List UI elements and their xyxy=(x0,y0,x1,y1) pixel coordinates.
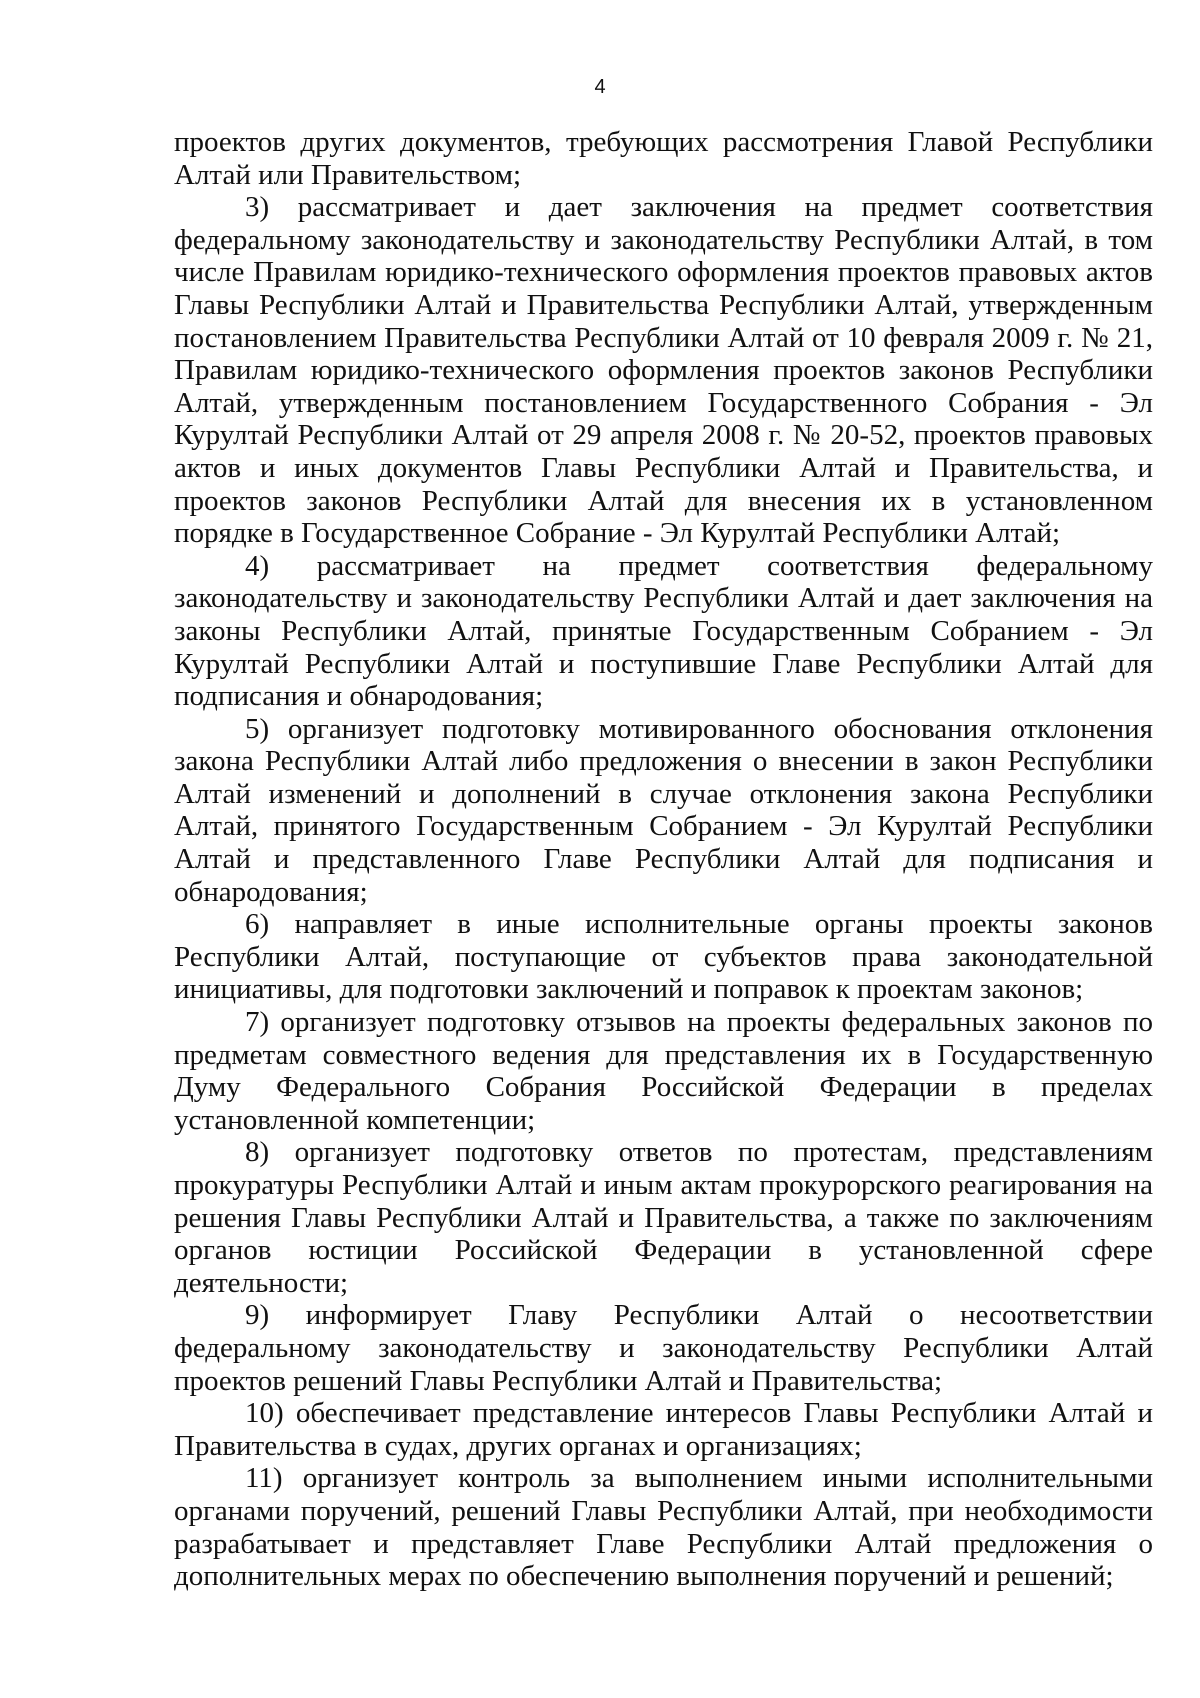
paragraph-item-4: 4) рассматривает на предмет соответствия федеральному законодательству и законодательству Республики Алтай и дает заключения на законы Республики Алтай, принятые Государственным Собранием - Эл Курултай Республики Алтай и поступившие Главе Республики Алтай для подписания и обнародования; xyxy=(174,549,1153,713)
paragraph-item-9: 9) информирует Главу Республики Алтай о несоответствии федеральному законодательству и законодательству Республики Алтай проектов решений Главы Республики Алтай и Правительства; xyxy=(174,1299,1153,1397)
paragraph-item-6: 6) направляет в иные исполнительные органы проекты законов Республики Алтай, поступающие от субъектов права законодательной инициативы, для подготовки заключений и поправок к проектам законов; xyxy=(174,908,1153,1006)
paragraph-item-5: 5) организует подготовку мотивированного обоснования отклонения закона Республики Алтай либо предложения о внесении в закон Республики Алтай изменений и дополнений в случае отклонения закона Республики Алтай, принятого Государственным Собранием - Эл Курултай Республики Алтай и представленного Главе Республики Алтай для подписания и обнародования; xyxy=(174,712,1153,908)
paragraph-item-7: 7) организует подготовку отзывов на проекты федеральных законов по предметам совместного ведения для представления их в Государственную Думу Федерального Собрания Российской Федерации в пределах установленной компетенции; xyxy=(174,1006,1153,1136)
document-body xyxy=(174,126,1153,1593)
paragraph-item-8: 8) организует подготовку ответов по протестам, представлениям прокуратуры Республики Алтай и иным актам прокурорского реагирования на решения Главы Республики Алтай и Правительства, а также по заключениям органов юстиции Российской Федерации в установленной сфере деятельности; xyxy=(174,1136,1153,1299)
paragraph-item-10: 10) обеспечивает представление интересов Главы Республики Алтай и Правительства в судах, других органах и организациях; xyxy=(174,1397,1153,1462)
page-number: 4 xyxy=(594,76,606,98)
paragraph-continuation: проектов других документов, требующих рассмотрения Главой Республики Алтай или Правительством; xyxy=(174,126,1153,191)
paragraph-item-3: 3) рассматривает и дает заключения на предмет соответствия федеральному законодательству и законодательству Республики Алтай, в том числе Правилам юридико-технического оформления проектов правовых актов Главы Республики Алтай и Правительства Республики Алтай, утвержденным постановлением Правительства Республики Алтай от 10 февраля 2009 г. № 21, Правилам юридико-технического оформления проектов законов Республики Алтай, утвержденным постановлением Государственного Собрания - Эл Курултай Республики Алтай от 29 апреля 2008 г. № 20-52, проектов правовых актов и иных документов Главы Республики Алтай и Правительства, и проектов законов Республики Алтай для внесения их в установленном порядке в Государственное Собрание - Эл Курултай Республики Алтай; xyxy=(174,191,1153,550)
paragraph-item-11: 11) организует контроль за выполнением иными исполнительными органами поручений, решений Главы Республики Алтай, при необходимости разрабатывает и представляет Главе Республики Алтай предложения о дополнительных мерах по обеспечению выполнения поручений и решений; xyxy=(174,1462,1153,1593)
